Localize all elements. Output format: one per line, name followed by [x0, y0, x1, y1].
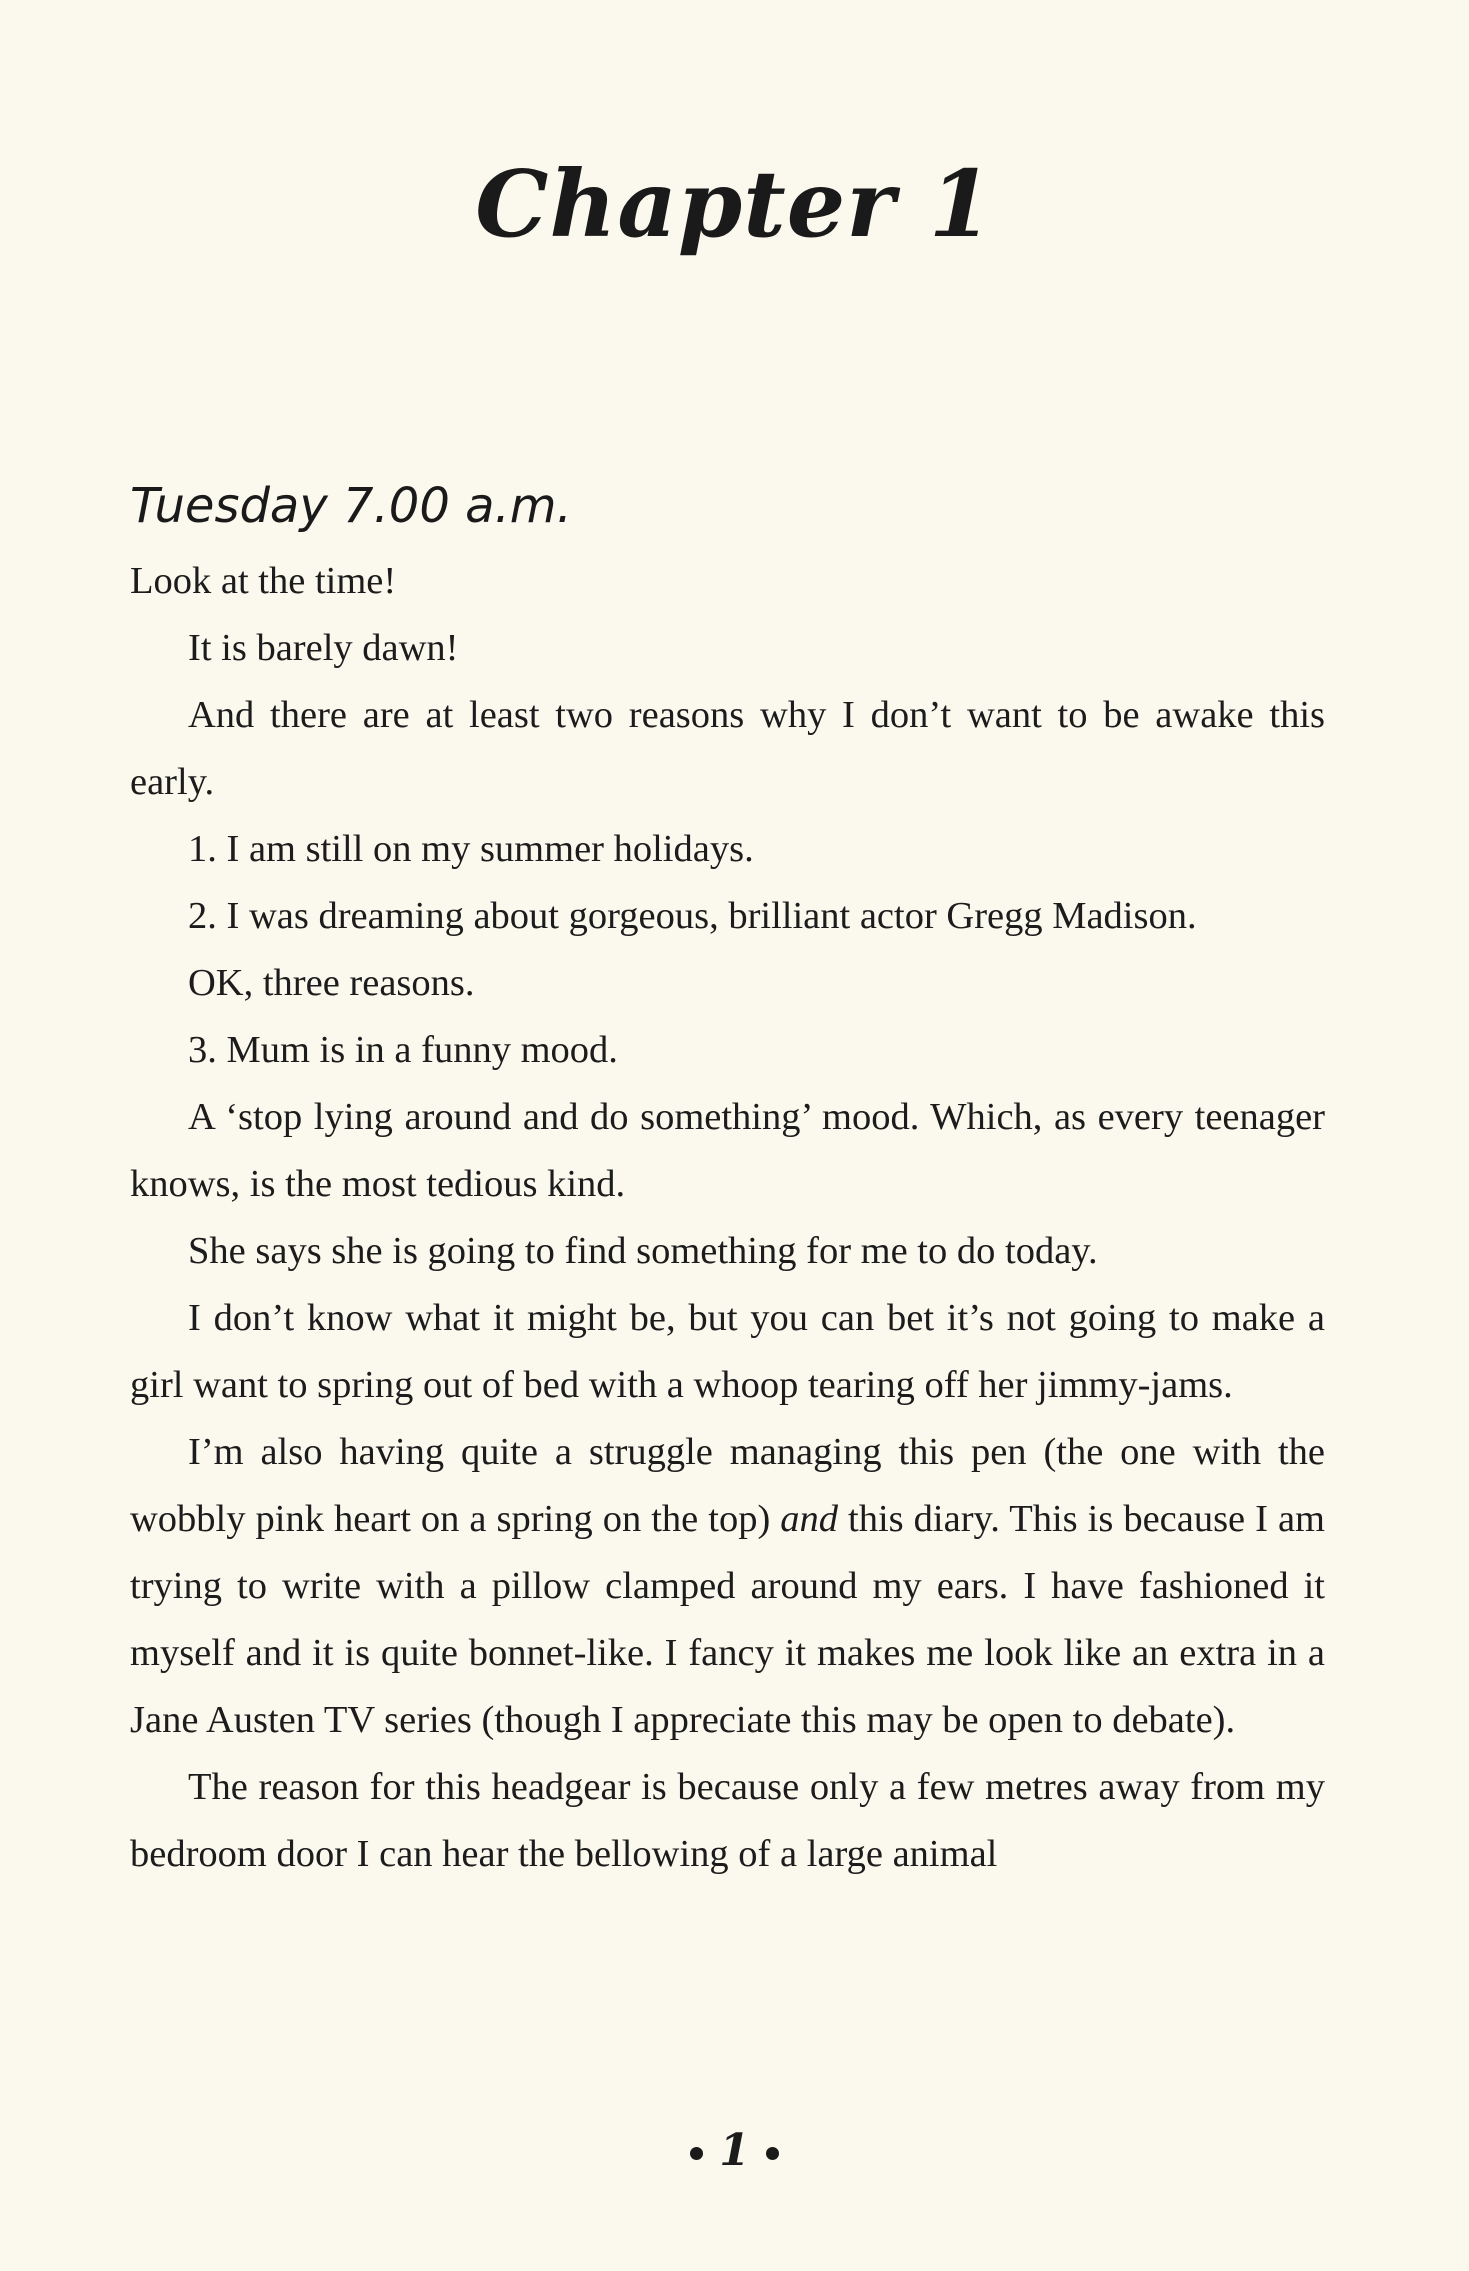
page-number [0, 2125, 1469, 2176]
paragraph: The reason for this headgear is because only a few metres away from my bedroom door I can hear the bellowing of a large animal [130, 1766, 1325, 1875]
paragraph: OK, three reasons. [188, 962, 475, 1004]
emphasis: and [780, 1498, 839, 1540]
paragraph: 2. I was dreaming about gorgeous, brilliant actor Gregg Madison. [188, 895, 1197, 937]
paragraph: 1. I am still on my summer holidays. [188, 828, 754, 870]
paragraph: I don’t know what it might be, but you can bet it’s not going to make a girl want to spring out of bed with a whoop tearing off her jimmy-jams. [130, 1297, 1325, 1406]
paragraph: I’m also having quite a struggle managing this pen (the one with the wobbly pink heart on a spring on the top) and this diary. This is because I am trying to write with a pillow clamped around my ears. I have fashioned it myself and it is quite bonnet-like. I fancy it makes me look like an extra in a Jane Austen TV series (though I appreciate this may be open to debate). [130, 1431, 1326, 1741]
paragraph: It is barely dawn! [188, 627, 459, 669]
paragraph: 3. Mum is in a funny mood. [188, 1029, 618, 1071]
body-text [130, 548, 1325, 1888]
paragraph: She says she is going to find something for me to do today. [188, 1230, 1098, 1272]
bullet-dot-icon [766, 2147, 779, 2160]
paragraph: A ‘stop lying around and do something’ mood. Which, as every teenager knows, is the most tedious kind. [130, 1096, 1325, 1205]
paragraph: And there are at least two reasons why I don’t want to be awake this early. [130, 694, 1325, 803]
diary-entry-heading: Tuesday 7.00 a.m. [130, 478, 572, 534]
page-number-value: 1 [719, 2125, 750, 2176]
paragraph: Look at the time! [130, 560, 397, 602]
chapter-title: Chapter 1 [475, 150, 994, 258]
bullet-dot-icon [690, 2147, 703, 2160]
